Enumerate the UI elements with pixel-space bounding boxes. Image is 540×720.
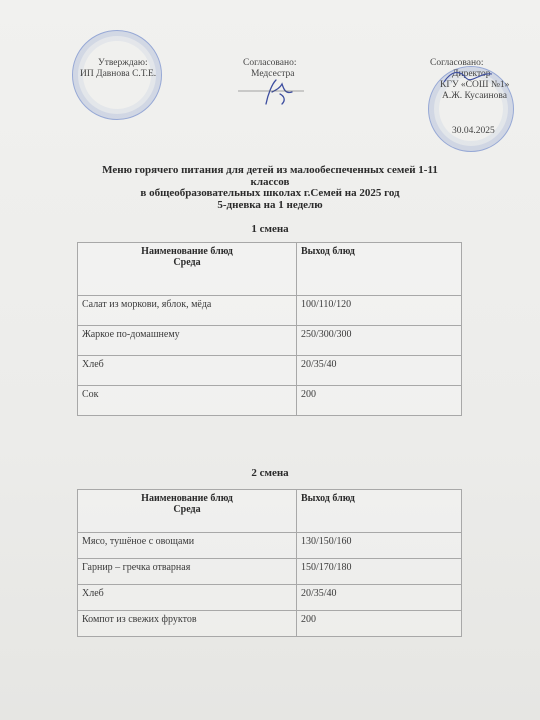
dish-column-header: [78, 243, 297, 296]
table-row: [78, 326, 462, 356]
director-signature: [438, 66, 498, 88]
title-line-3: в общеобразовательных школах г.Семей на 2025 год: [140, 187, 400, 199]
output-column-header: Выход блюд: [297, 243, 462, 296]
table-row: [78, 611, 462, 637]
output-cell: 250/300/300: [297, 326, 462, 356]
title-line-1: Меню горячего питания для детей из малообеспеченных семей 1-11: [102, 164, 438, 176]
table-header-row: [78, 243, 462, 296]
output-column-header: Выход блюд: [297, 490, 462, 533]
document-title: [70, 165, 470, 211]
table-row: [78, 386, 462, 416]
dish-cell: Салат из моркови, яблок, мёда: [78, 296, 297, 326]
approval-block-left: [80, 58, 156, 80]
approval-center-role: Медсестра: [251, 69, 295, 79]
menu-table-shift-2: [77, 489, 462, 637]
output-cell: 200: [297, 386, 462, 416]
output-cell: 150/170/180: [297, 559, 462, 585]
approval-center-heading: Согласовано:: [243, 58, 297, 68]
table-header-row: [78, 490, 462, 533]
table-row: [78, 559, 462, 585]
title-line-4: 5-дневка на 1 неделю: [217, 198, 323, 211]
table-row: [78, 585, 462, 611]
dish-cell: Гарнир – гречка отварная: [78, 559, 297, 585]
output-cell: 130/150/160: [297, 533, 462, 559]
approval-right-role: Директор: [452, 69, 491, 79]
dish-column-header: [78, 490, 297, 533]
table-row: [78, 296, 462, 326]
shift-2-label: 2 смена: [251, 467, 289, 479]
dish-header-label: Наименование блюд: [141, 493, 233, 504]
output-cell: 200: [297, 611, 462, 637]
approval-right-heading: Согласовано:: [430, 58, 484, 68]
shift-1-label: 1 смена: [251, 223, 289, 235]
approval-right-name: А.Ж. Кусаинова: [442, 91, 507, 101]
title-line-2: классов: [250, 175, 290, 188]
dish-cell: Хлеб: [78, 585, 297, 611]
table-row: [78, 533, 462, 559]
dish-cell: Жаркое по-домашнему: [78, 326, 297, 356]
output-cell: 20/35/40: [297, 356, 462, 386]
dish-cell: Мясо, тушёное с овощами: [78, 533, 297, 559]
dish-cell: Хлеб: [78, 356, 297, 386]
day-header-label: Среда: [173, 504, 201, 515]
output-cell: 20/35/40: [297, 585, 462, 611]
approval-left-heading: Утверждаю:: [98, 58, 148, 68]
approval-right-school: КГУ «СОШ №1»: [440, 80, 510, 90]
approval-right-date: 30.04.2025: [452, 126, 495, 136]
dish-cell: Сок: [78, 386, 297, 416]
dish-header-label: Наименование блюд: [141, 246, 233, 257]
menu-table-shift-1: [77, 242, 462, 416]
output-cell: 100/110/120: [297, 296, 462, 326]
day-header-label: Среда: [173, 257, 201, 268]
approval-left-name: ИП Давнова С.Т.Е.: [80, 69, 157, 79]
dish-cell: Компот из свежих фруктов: [78, 611, 297, 637]
nurse-signature: [236, 74, 306, 108]
table-row: [78, 356, 462, 386]
